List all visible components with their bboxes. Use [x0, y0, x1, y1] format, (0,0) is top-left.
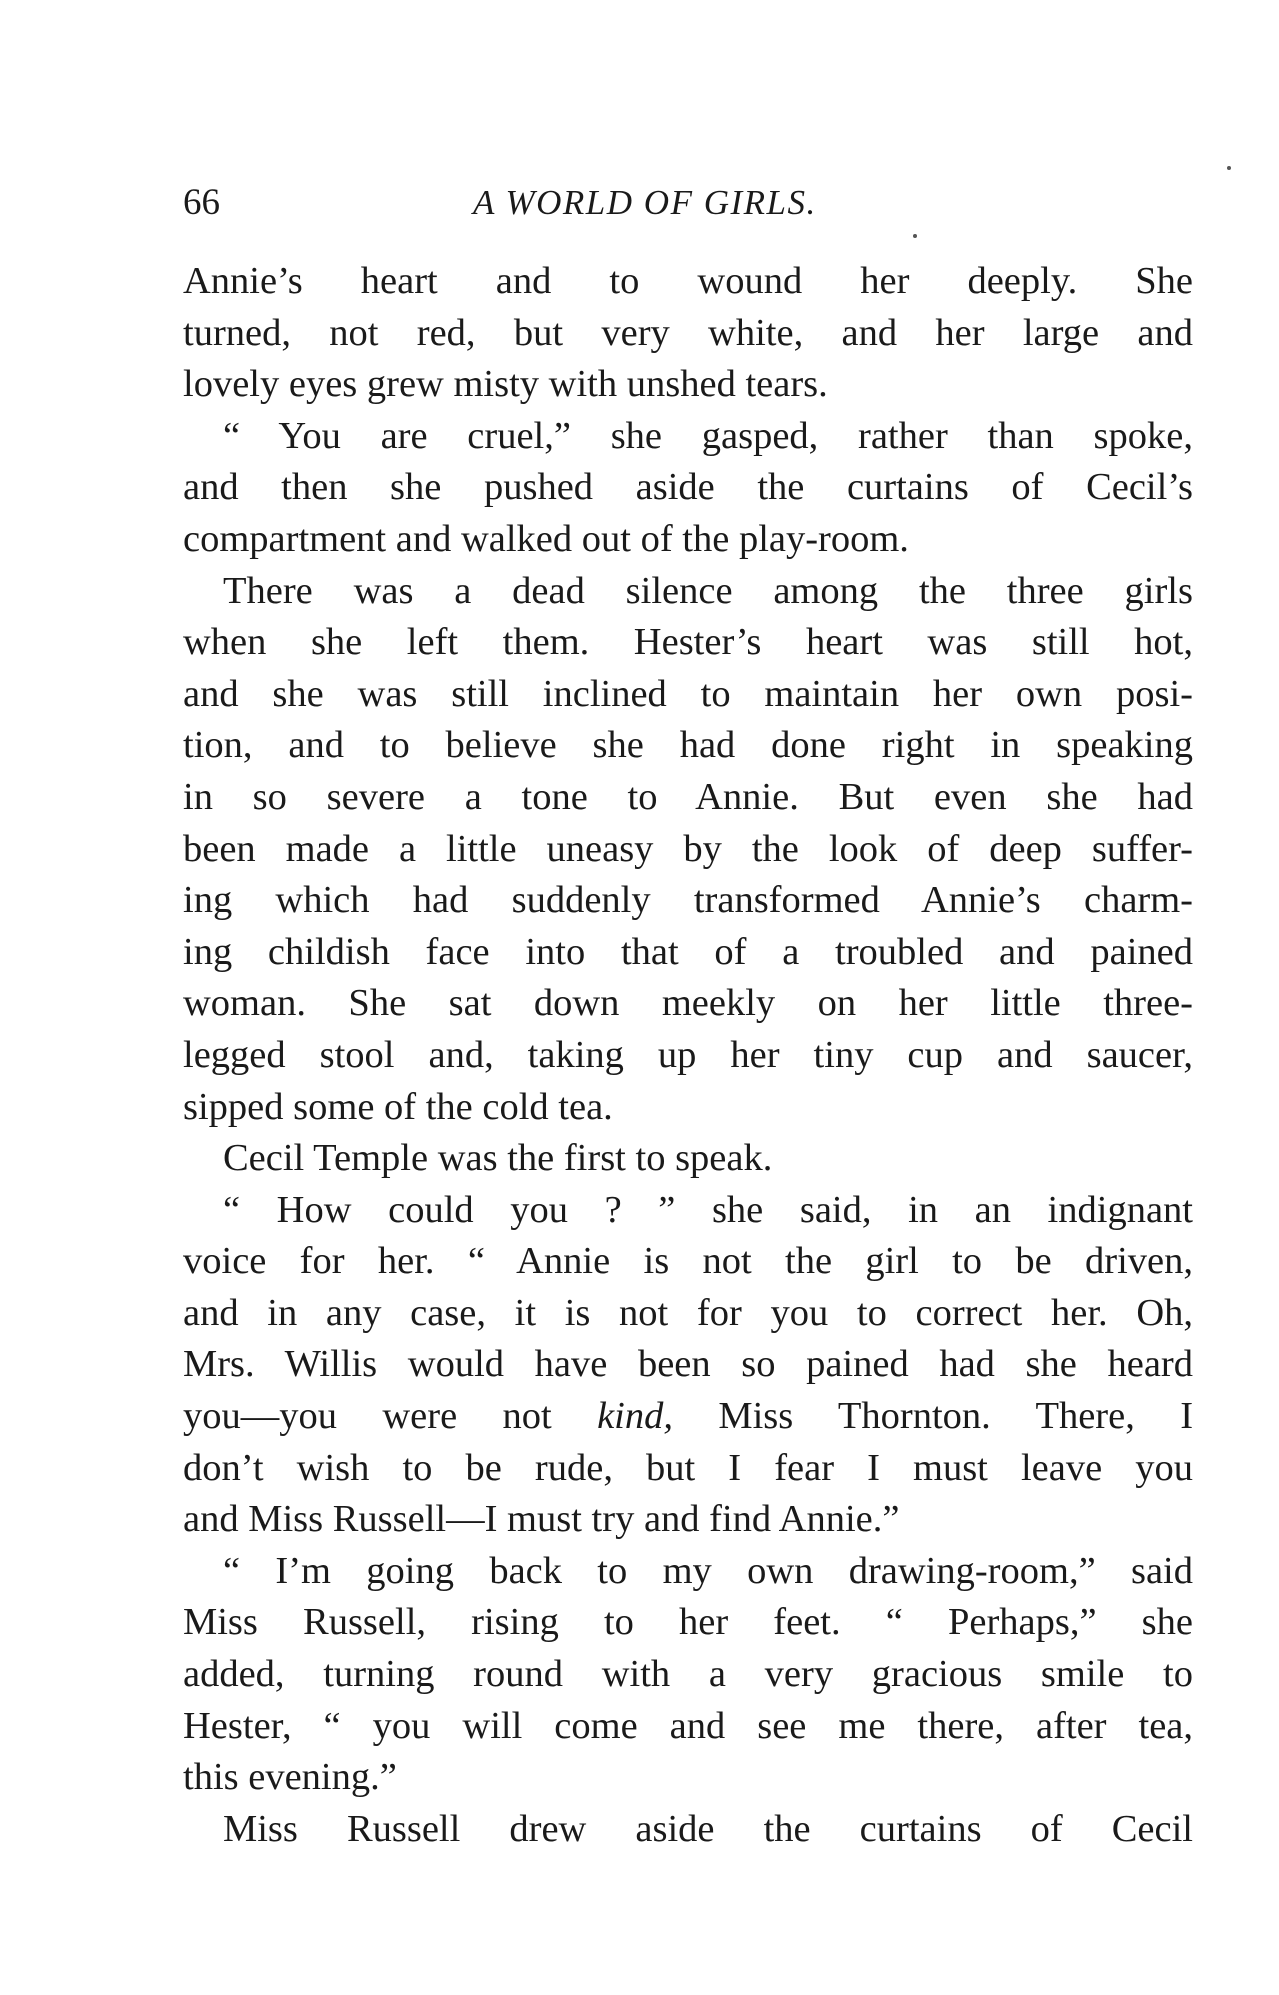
emphasis-text: kind,	[597, 1395, 673, 1438]
text-line: this evening.”	[183, 1756, 397, 1799]
text-line: Annie’s heart and to wound her deeply. She	[183, 260, 1193, 302]
text-segment: Miss Thornton. There, I	[672, 1395, 1193, 1438]
text-line: lovely eyes grew misty with unshed tears.	[183, 363, 828, 406]
text-line: Miss Russell drew aside the curtains of Cecil	[223, 1807, 1193, 1850]
text-line: Mrs. Willis would have been so pained had she heard	[183, 1343, 1193, 1386]
text-line: legged stool and, taking up her tiny cup and saucer,	[183, 1033, 1193, 1076]
text-line: been made a little uneasy by the look of deep suffer-	[183, 827, 1193, 870]
text-line: ing which had suddenly transformed Annie’s charm-	[183, 879, 1193, 922]
running-title: A WORLD OF GIRLS.	[473, 183, 817, 222]
text-line: and Miss Russell—I must try and find Annie.”	[183, 1498, 900, 1541]
text-line: voice for her. “ Annie is not the girl to be driven,	[183, 1240, 1193, 1283]
text-line: sipped some of the cold tea.	[183, 1085, 613, 1128]
text-line-with-emphasis	[183, 1391, 1193, 1443]
paper-speck	[913, 234, 917, 238]
text-line: “ I’m going back to my own drawing-room,” said	[223, 1549, 1193, 1592]
text-line: and then she pushed aside the curtains of Cecil’s	[183, 466, 1193, 509]
text-line: don’t wish to be rude, but I fear I must leave you	[183, 1446, 1193, 1489]
page-header	[183, 178, 1193, 228]
text-line: turned, not red, but very white, and her large and	[183, 311, 1193, 354]
text-line: Cecil Temple was the first to speak.	[223, 1137, 773, 1180]
page-number: 66	[183, 182, 220, 223]
text-line: and she was still inclined to maintain her own posi-	[183, 672, 1193, 715]
text-line: compartment and walked out of the play-room.	[183, 517, 909, 560]
body-text	[183, 256, 1193, 1855]
text-line: “ You are cruel,” she gasped, rather than spoke,	[223, 414, 1193, 457]
text-line: in so severe a tone to Annie. But even she had	[183, 775, 1193, 818]
text-line: woman. She sat down meekly on her little three-	[183, 982, 1193, 1025]
text-line: Miss Russell, rising to her feet. “ Perhaps,” she	[183, 1601, 1193, 1644]
text-line: There was a dead silence among the three girls	[223, 569, 1193, 612]
text-line: Hester, “ you will come and see me there, after tea,	[183, 1704, 1193, 1747]
text-line: added, turning round with a very gracious smile to	[183, 1653, 1193, 1696]
text-line: when she left them. Hester’s heart was still hot,	[183, 621, 1193, 664]
text-segment: you—you were not	[183, 1395, 598, 1438]
text-line: and in any case, it is not for you to correct her. Oh,	[183, 1291, 1193, 1334]
text-line: tion, and to believe she had done right in speaking	[183, 724, 1193, 767]
text-line: ing childish face into that of a troubled and pained	[183, 930, 1193, 973]
paper-speck	[1227, 166, 1231, 170]
text-line: “ How could you ? ” she said, in an indignant	[223, 1188, 1193, 1231]
